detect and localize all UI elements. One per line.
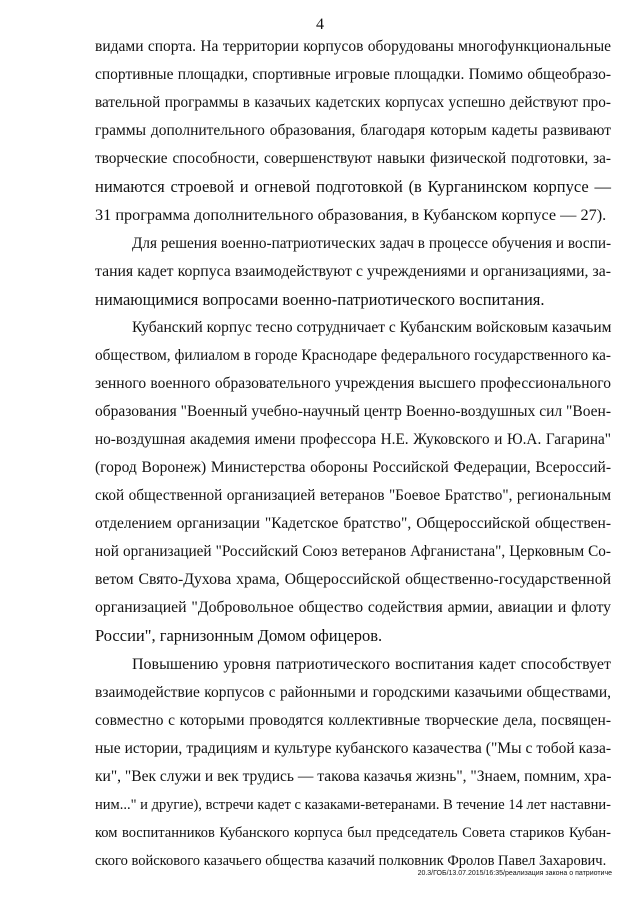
text-line: тания кадет корпуса взаимодействуют с учреждениями и организациями, за- bbox=[95, 263, 611, 280]
page-number: 4 bbox=[316, 16, 324, 33]
paragraph-first-line: Кубанский корпус тесно сотрудничает с Кубанским войсковым казачьим bbox=[132, 319, 612, 336]
text-line: 31 программа дополнительного образования, в Кубанском корпусе — 27). bbox=[95, 206, 607, 224]
text-line: ской общественной организацией ветеранов "Боевое Братство", региональным bbox=[95, 487, 611, 504]
text-line: вательной программы в казачьих кадетских корпусах успешно действуют про- bbox=[95, 94, 611, 111]
text-line: нимаются строевой и огневой подготовкой (в Курганинском корпусе — bbox=[95, 177, 611, 196]
text-line: взаимодействие корпусов с районными и городскими казачьими обществами, bbox=[95, 684, 611, 701]
text-line: отделением организации "Кадетское братство", Общероссийской обществен- bbox=[95, 515, 611, 532]
text-line: (город Воронеж) Министерства обороны Российской Федерации, Всероссий- bbox=[95, 459, 611, 476]
text-line: ной организацией "Российский Союз ветеранов Афганистана", Церковным Со- bbox=[95, 543, 611, 560]
text-line: ского войскового казачьего общества казачий полковник Фролов Павел Захарович. bbox=[95, 853, 607, 869]
text-line: обществом, филиалом в городе Краснодаре федерального государственного ка- bbox=[95, 347, 611, 364]
text-line: зенного военного образовательного учреждения высшего профессионального bbox=[95, 375, 611, 392]
text-line: России", гарнизонным Домом офицеров. bbox=[95, 626, 383, 645]
text-line: ним..." и другие), встречи кадет с казаками-ветеранами. В течение 14 лет наставни- bbox=[95, 797, 611, 813]
text-line: ные истории, традициям и культуре кубанского казачества ("Мы с тобой каза- bbox=[95, 740, 611, 757]
text-line: видами спорта. На территории корпусов оборудованы многофункциональные bbox=[95, 38, 611, 55]
paragraph-first-line: Для решения военно-патриотических задач в процессе обучения и воспи- bbox=[132, 235, 612, 252]
text-line: граммы дополнительного образования, благодаря которым кадеты развивают bbox=[95, 122, 611, 139]
text-line: творческие способности, совершенствуют навыки физической подготовки, за- bbox=[95, 150, 611, 167]
text-line: ком воспитанников Кубанского корпуса был председатель Совета стариков Кубан- bbox=[95, 825, 611, 841]
paragraph-first-line: Повышению уровня патриотического воспитания кадет способствует bbox=[132, 656, 611, 673]
text-line: ветом Свято-Духова храма, Общероссийской общественно-государственной bbox=[95, 571, 611, 588]
text-line: спортивные площадки, спортивные игровые площадки. Помимо общеобразо- bbox=[95, 66, 611, 83]
text-line: ки", "Век служи и век трудись — такова казачья жизнь", "Знаем, помним, хра- bbox=[95, 768, 612, 785]
text-line: совместно с которыми проводятся коллективные творческие дела, посвящен- bbox=[95, 712, 611, 729]
text-line: организацией "Добровольное общество содействия армии, авиации и флоту bbox=[95, 599, 611, 616]
text-line: нимающимися вопросами военно-патриотического воспитания. bbox=[95, 290, 545, 309]
document-footer: 20.3/ГОБ/13.07.2015/16:35/реализация закона о патриотиче bbox=[417, 870, 612, 877]
text-line: образования "Военный учебно-научный центр Военно-воздушных сил "Воен- bbox=[95, 403, 611, 420]
text-line: но-воздушная академия имени профессора Н.Е. Жуковского и Ю.А. Гагарина" bbox=[95, 431, 611, 448]
